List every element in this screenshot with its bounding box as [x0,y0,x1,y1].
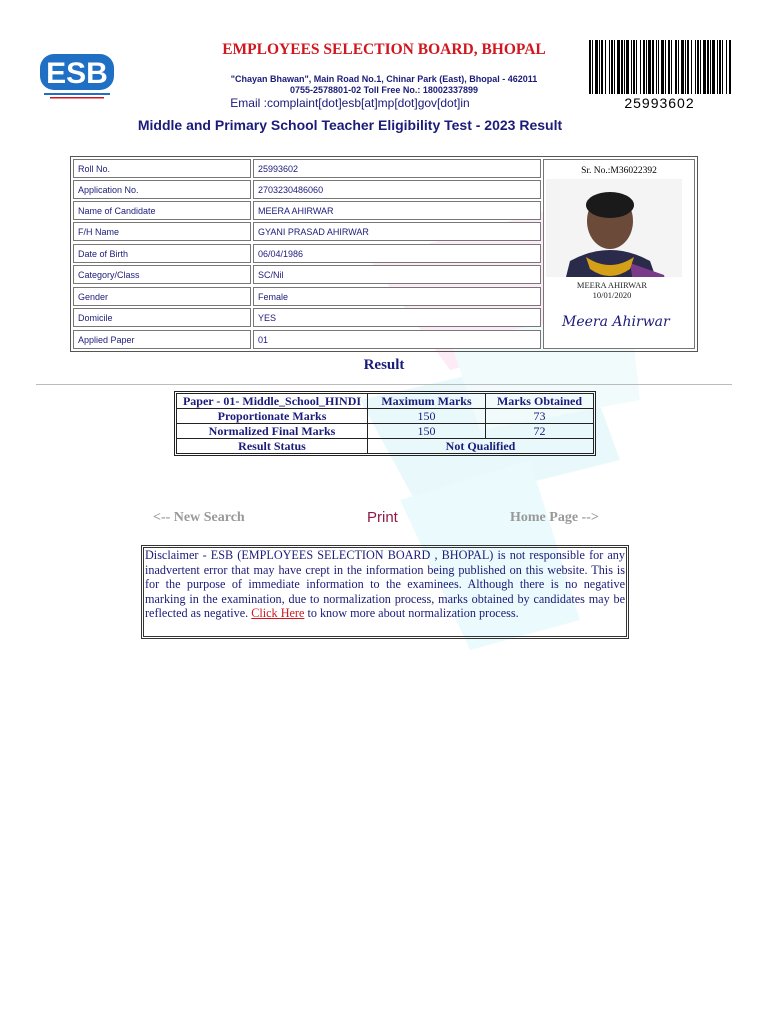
info-value: 06/04/1986 [253,244,541,263]
org-title: EMPLOYEES SELECTION BOARD, BHOPAL [222,41,546,58]
result-heading: Result [363,357,405,373]
info-label: Roll No. [73,159,251,178]
barcode-number: 25993602 [624,95,695,111]
normalized-max: 150 [368,424,486,439]
exam-title: Middle and Primary School Teacher Eligibility Test - 2023 Result [137,117,563,133]
photo-cell [543,159,695,349]
photo-caption-name: MEERA AHIRWAR [576,280,648,290]
info-label: F/H Name [73,222,251,241]
info-value: Female [253,287,541,306]
org-email: Email :complaint[dot]esb[at]mp[dot]gov[dot]in [230,96,470,110]
disclaimer-after-link: to know more about normalization process. [307,606,519,621]
home-page-link[interactable]: Home Page --> [510,510,599,525]
candidate-info-table [70,156,698,352]
result-table [176,393,594,454]
info-value: GYANI PRASAD AHIRWAR [253,222,541,241]
col-marks-obtained: Marks Obtained [486,394,594,409]
info-value: YES [253,308,541,327]
info-value: 2703230486060 [253,180,541,199]
proportionate-obtained: 73 [486,409,594,424]
info-value: 25993602 [253,159,541,178]
serial-number: Sr. No.:M36022392 [581,166,657,176]
normalized-label: Normalized Final Marks [177,424,368,439]
proportionate-max: 150 [368,409,486,424]
org-address: "Chayan Bhawan", Main Road No.1, Chinar Park (East), Bhopal - 462011 [230,74,538,84]
disclaimer-box [141,545,629,639]
info-label: Domicile [73,308,251,327]
info-value: MEERA AHIRWAR [253,201,541,220]
info-value: SC/Nil [253,265,541,284]
info-label: Gender [73,287,251,306]
normalized-obtained: 72 [486,424,594,439]
candidate-signature [558,306,694,336]
status-value: Not Qualified [368,439,594,454]
disclaimer-text: Disclaimer - ESB (EMPLOYEES SELECTION BOARD , BHOPAL) is not responsible for any inadvertent error that may have crept in the information being published on this website. This is for the purpose of immediate information to the examinees. Although there is no negative marking in the examination, due to normalization process, marks obtained by candidates may be reflected as negative. [145,548,625,621]
result-header-row [177,394,594,409]
paper-label: Paper - 01- Middle_School_HINDI [177,394,368,409]
new-search-link[interactable]: <-- New Search [153,510,245,525]
info-label: Date of Birth [73,244,251,263]
status-row [177,439,594,454]
click-here-link[interactable]: Click Here [251,606,305,621]
barcode [587,40,732,96]
candidate-photo [546,179,682,301]
logo-text: ESB [46,57,108,90]
print-button[interactable]: Print [367,509,398,526]
divider [36,384,732,385]
normalized-row [177,424,594,439]
info-label: Name of Candidate [73,201,251,220]
proportionate-label: Proportionate Marks [177,409,368,424]
info-value: 01 [253,330,541,349]
info-label: Category/Class [73,265,251,284]
proportionate-row [177,409,594,424]
info-label: Applied Paper [73,330,251,349]
photo-caption-date: 10/01/2020 [592,290,632,300]
status-label: Result Status [177,439,368,454]
col-max-marks: Maximum Marks [368,394,486,409]
org-phone: 0755-2578801-02 Toll Free No.: 18002337899 [290,85,478,95]
signature-text: Meera Ahirwar [562,314,670,330]
info-label: Application No. [73,180,251,199]
